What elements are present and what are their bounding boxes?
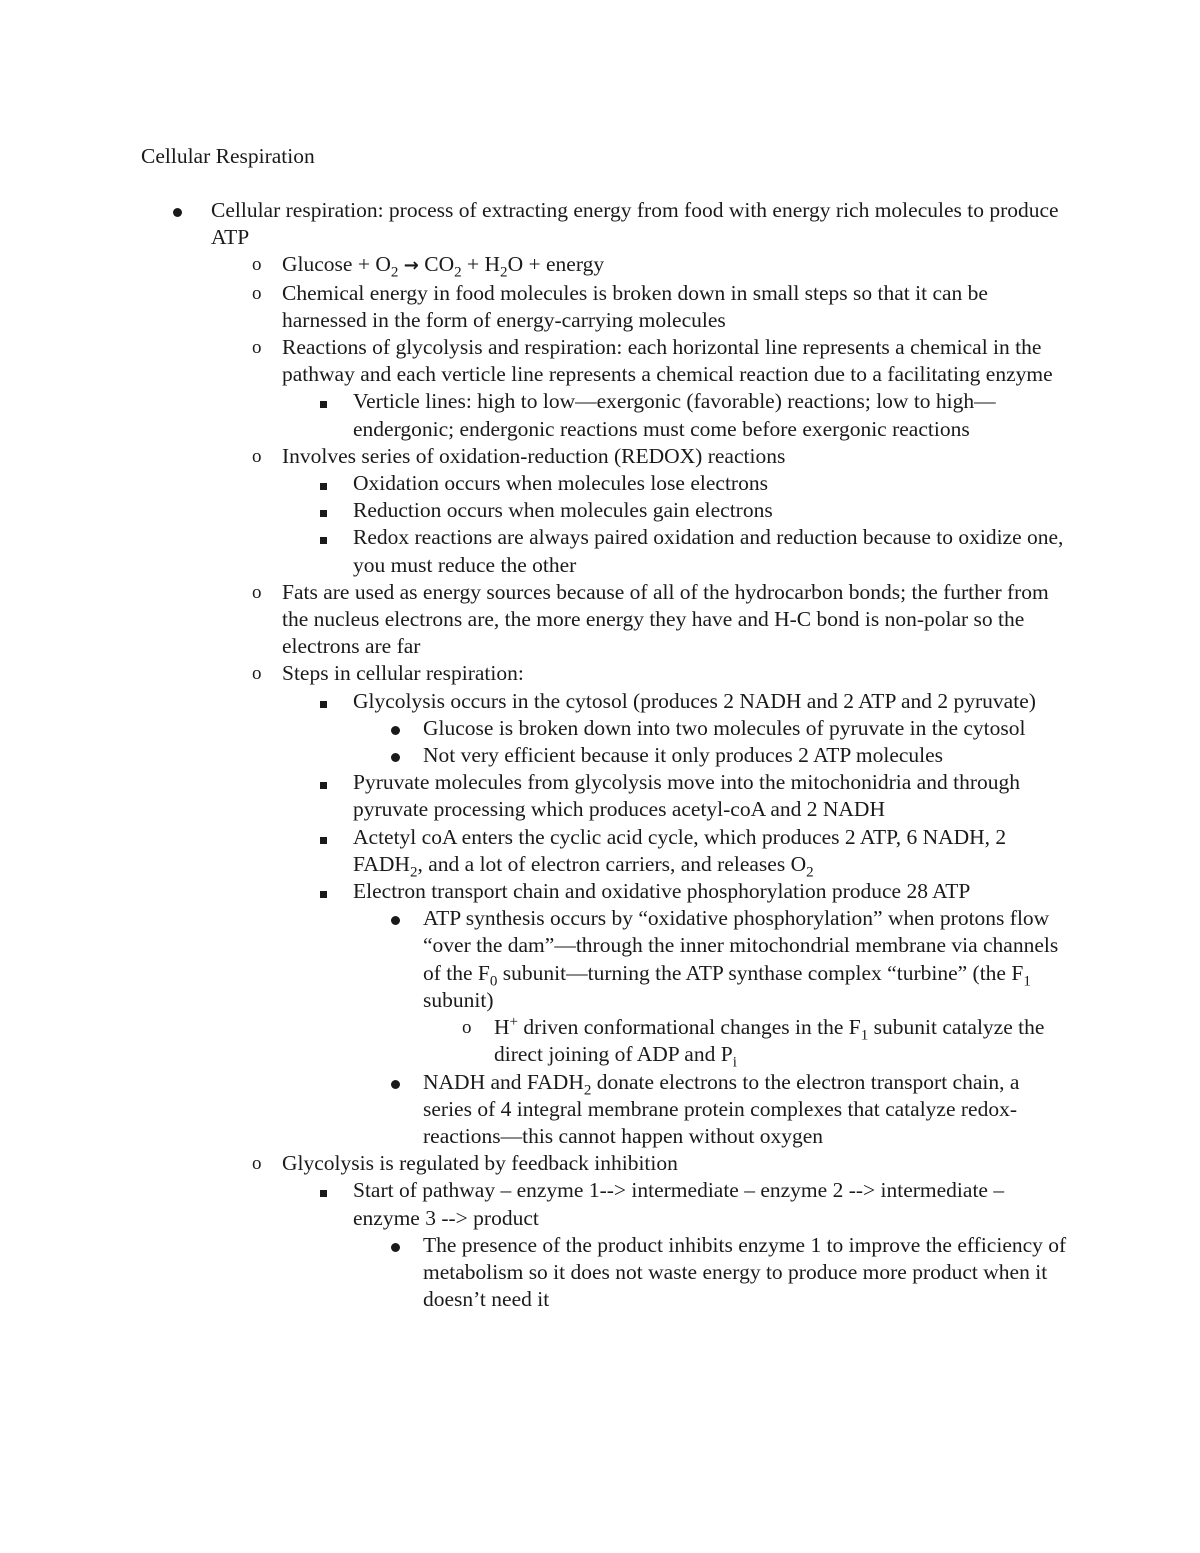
sublist: [0, 1013, 1200, 1071]
list-item: Redox reactions are always paired oxidation and reduction because to oxidize one, you must reduce the other: [0, 524, 1200, 578]
bullet-square-icon: [320, 524, 344, 551]
sublist: [0, 1177, 1200, 1313]
bullet-dot-icon: [391, 1069, 415, 1096]
bullet-dot-icon: [173, 197, 197, 224]
bullet-dot-icon: [391, 1232, 415, 1259]
arrow-right-icon: →: [403, 255, 419, 277]
list-item: NADH and $FADH_2$ donate electrons to the electron transport chain, a series of 4 integral membrane protein complexes that catalyze redox-reactions—this cannot happen without oxygen: [0, 1069, 1200, 1151]
sublist: [0, 1232, 1200, 1314]
list-item: [0, 251, 1200, 279]
list-item: Glucose is broken down into two molecules of pyruvate in the cytosol: [0, 715, 1200, 742]
sublist: [0, 470, 1200, 579]
sublist: [0, 905, 1200, 1150]
list-item: Verticle lines: high to low—exergonic (favorable) reactions; low to high—endergonic; endergonic reactions must come before exergonic reactions: [0, 388, 1200, 442]
bullet-square-icon: [320, 688, 344, 715]
bullet-square-icon: [320, 470, 344, 497]
list-item: Actetyl coA enters the cyclic acid cycle, which produces 2 ATP, 6 NADH, 2 $FADH_2$, and a lot of electron carriers, and releases $O_2$: [0, 824, 1200, 878]
sublist: [0, 715, 1200, 769]
list-item: o Chemical energy in food molecules is broken down in small steps so that it can be harnessed in the form of energy-carrying molecules: [252, 280, 988, 332]
list-item: o Involves series of oxidation-reduction (REDOX) reactions Oxidation occurs when molecules lose electrons Reduction occurs when molecules gain electrons Redox reactions are always paired oxidation and reduction because to oxidize one, you must reduce the other: [0, 443, 1200, 579]
list-item: Not very efficient because it only produces 2 ATP molecules: [0, 742, 1200, 769]
list-item: o H+ driven conformational changes in the $F_1$ subunit catalyze the direct joining of ADP and $P_i$: [462, 1013, 1045, 1071]
bullet-circle-icon: o: [252, 581, 262, 603]
list-item: o Glycolysis is regulated by feedback inhibition Start of pathway – enzyme 1--> intermediate – enzyme 2 --> intermediate – enzyme 3 --> product The presence of the product inhibits enzyme 1 to improve the efficiency of metabolism so it does not waste energy to produce more product when it doesn’t need it: [0, 1150, 1200, 1313]
bullet-square-icon: [320, 497, 344, 524]
list-item: Pyruvate molecules from glycolysis move into the mitochonidria and through pyruvate processing which produces acetyl-coA and 2 NADH: [0, 769, 1200, 823]
bullet-square-icon: [320, 824, 344, 851]
bullet-circle-icon: o: [252, 663, 262, 685]
bullet-square-icon: [320, 1177, 344, 1204]
bullet-circle-icon: o: [252, 337, 262, 359]
list-item: Glycolysis occurs in the cytosol (produces 2 NADH and 2 ATP and 2 pyruvate) Glucose is broken down into two molecules of pyruvate in the cytosol Not very efficient because it only produces 2 ATP molecules: [0, 688, 1200, 770]
equation: $Glucose + O_2 \to CO_2 + H_2O$ + energy: [282, 252, 605, 281]
bullet-square-icon: [320, 388, 344, 415]
list-item: The presence of the product inhibits enzyme 1 to improve the efficiency of metabolism so it does not waste energy to produce more product when it doesn’t need it: [0, 1232, 1200, 1314]
bullet-square-icon: [320, 769, 344, 796]
page-title: Cellular Respiration: [141, 144, 315, 168]
bullet-dot-icon: [391, 742, 415, 769]
outline-list: [0, 197, 1200, 1313]
list-item: Reduction occurs when molecules gain electrons: [0, 497, 1200, 524]
sublist: [0, 251, 1200, 1313]
sublist: [0, 688, 1200, 1150]
list-item: o Steps in cellular respiration: Glycolysis occurs in the cytosol (produces 2 NADH and 2 ATP and 2 pyruvate) Glucose is broken down into two molecules of pyruvate in the cytosol Not very efficient because it only produces 2 ATP molecules Pyruvate molecules from glycolysis move into the mitochonidria and through pyruvate processing which produces acetyl-coA and 2 NADH Actetyl coA enters the cyclic acid cycle, which produces 2 ATP, 6 NADH, 2 $FADH_2$, and a lot of electron carriers, and releases $O_2$ Electron transport chain and oxidative phosphorylation produce 28 ATP ATP synthesis occurs by “oxidative phosphorylation” when protons flow “over the dam”—through the inner mitochondrial membrane via channels of the $F_0$ subunit—turning the ATP synthase complex “turbine” (the $F_1$ subunit) o H+ driven conformational changes in the $F_1$ subunit catalyze the direct joining of ADP and $P_i$ NADH and $FADH_2$ donate electrons to the electron transport chain, a series of 4 integral membrane protein complexes that catalyze redox-reactions—this cannot happen without oxygen: [0, 660, 1200, 1150]
list-item: Electron transport chain and oxidative phosphorylation produce 28 ATP ATP synthesis occurs by “oxidative phosphorylation” when protons flow “over the dam”—through the inner mitochondrial membrane via channels of the $F_0$ subunit—turning the ATP synthase complex “turbine” (the $F_1$ subunit) o H+ driven conformational changes in the $F_1$ subunit catalyze the direct joining of ADP and $P_i$ NADH and $FADH_2$ donate electrons to the electron transport chain, a series of 4 integral membrane protein complexes that catalyze redox-reactions—this cannot happen without oxygen: [0, 878, 1200, 1150]
bullet-dot-icon: [391, 715, 415, 742]
bullet-circle-icon: o: [252, 282, 262, 304]
bullet-circle-icon: o: [252, 1153, 262, 1175]
list-item: Cellular respiration: process of extracting energy from food with energy rich molecules to produce ATP o $Glucose + O_2 \to CO_2 + H_2O$ + energy o Chemical energy in food molecules is broken down in small steps so that it can be harnessed in the form of energy-carrying molecules o Reactions of glycolysis and respiration: each horizontal line represents a chemical in the pathway and each verticle line represents a chemical reaction due to a facilitating enzyme Verticle lines: high to low—exergonic (favorable) reactions; low to high—endergonic; endergonic reactions must come before exergonic reactions o Involves series of oxidation-reduction (REDOX) reactions Oxidation occurs when molecules lose electrons Reduction occurs when molecules gain electrons Redox reactions are always paired oxidation and reduction because to oxidize one, you must reduce the other o Fats are used as energy sources because of all of the hydrocarbon bonds; the further from the nucleus electrons are, the more energy they have and H-C bond is non-polar so the electrons are far o Steps in cellular respiration: Glycolysis occurs in the cytosol (produces 2 NADH and 2 ATP and 2 pyruvate) Glucose is broken down into two molecules of pyruvate in the cytosol Not very efficient because it only produces 2 ATP molecules Pyruvate molecules from glycolysis move into the mitochonidria and through pyruvate processing which produces acetyl-coA and 2 NADH Actetyl coA enters the cyclic acid cycle, which produces 2 ATP, 6 NADH, 2 $FADH_2$, and a lot of electron carriers, and releases $O_2$ Electron transport chain and oxidative phosphorylation produce 28 ATP ATP synthesis occurs by “oxidative phosphorylation” when protons flow “over the dam”—through the inner mitochondrial membrane via channels of the $F_0$ subunit—turning the ATP synthase complex “turbine” (the $F_1$ subunit) o H+ driven conformational changes in the $F_1$ subunit catalyze the direct joining of ADP and $P_i$ NADH and $FADH_2$ donate electrons to the electron transport chain, a series of 4 integral membrane protein complexes that catalyze redox-reactions—this cannot happen without oxygen o Glycolysis is regulated by feedback inhibition Start of pathway – enzyme 1--> intermediate – enzyme 2 --> intermediate – enzyme 3 --> product The presence of the product inhibits enzyme 1 to improve the efficiency of metabolism so it does not waste energy to produce more product when it doesn’t need it: [0, 197, 1200, 1313]
list-item: Start of pathway – enzyme 1--> intermediate – enzyme 2 --> intermediate – enzyme 3 --> product The presence of the product inhibits enzyme 1 to improve the efficiency of metabolism so it does not waste energy to produce more product when it doesn’t need it: [0, 1177, 1200, 1313]
list-item: ATP synthesis occurs by “oxidative phosphorylation” when protons flow “over the dam”—through the inner mitochondrial membrane via channels of the $F_0$ subunit—turning the ATP synthase complex “turbine” (the $F_1$ subunit) o H+ driven conformational changes in the $F_1$ subunit catalyze the direct joining of ADP and $P_i$: [0, 905, 1200, 1068]
list-item: o Fats are used as energy sources because of all of the hydrocarbon bonds; the further from the nucleus electrons are, the more energy they have and H-C bond is non-polar so the electrons are far: [252, 579, 1049, 659]
bullet-circle-icon: o: [462, 1017, 472, 1039]
list-item: Oxidation occurs when molecules lose electrons: [0, 470, 1200, 497]
sublist: [0, 388, 1200, 442]
list-item: o Reactions of glycolysis and respiration: each horizontal line represents a chemical in the pathway and each verticle line represents a chemical reaction due to a facilitating enzyme Verticle lines: high to low—exergonic (favorable) reactions; low to high—endergonic; endergonic reactions must come before exergonic reactions: [0, 334, 1200, 443]
bullet-circle-icon: o: [252, 254, 262, 276]
bullet-square-icon: [320, 878, 344, 905]
bullet-circle-icon: o: [252, 445, 262, 467]
bullet-dot-icon: [391, 905, 415, 932]
